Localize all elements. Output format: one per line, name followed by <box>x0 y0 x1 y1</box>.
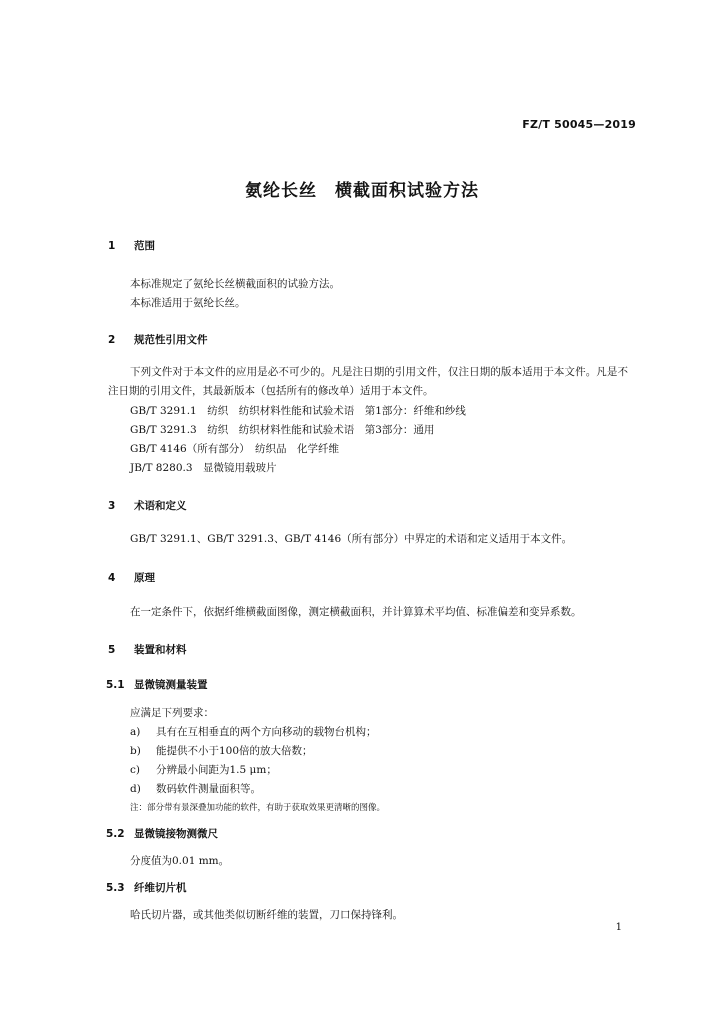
reference-item: GB/T 3291.3 纺织 纺织材料性能和试验术语 第3部分：通用 <box>130 424 435 436</box>
document-title: 氨纶长丝 横截面积试验方法 <box>245 181 479 201</box>
section-1-line-1: 本标准规定了氨纶长丝横截面积的试验方法。 <box>130 278 340 290</box>
section-3-heading <box>108 498 187 513</box>
section-4-heading <box>108 570 155 585</box>
subsection-number: 5.3 <box>106 882 125 894</box>
note-text: 注：部分带有景深叠加功能的软件，有助于获取效果更清晰的图像。 <box>130 803 386 813</box>
subsection-number: 5.1 <box>106 679 125 691</box>
list-text: 分辨最小间距为1.5 μm； <box>156 764 277 776</box>
section-number: 4 <box>108 572 116 584</box>
list-text: 具有在互相垂直的两个方向移动的载物台机构； <box>156 726 377 738</box>
list-text: 数码软件测量面积等。 <box>156 783 261 795</box>
section-number: 2 <box>108 334 116 346</box>
subsection-5-3-heading <box>106 880 187 895</box>
subsection-5-1-intro: 应满足下列要求： <box>130 707 214 719</box>
reference-item: JB/T 8280.3 显微镜用载玻片 <box>130 462 277 474</box>
subsection-title: 显微镜接物测微尺 <box>134 828 218 840</box>
section-number: 5 <box>108 644 116 656</box>
section-4-text: 在一定条件下，依据纤维横截面图像，测定横截面积，并计算算术平均值、标准偏差和变异系数。 <box>130 606 582 618</box>
list-label: d) <box>130 783 141 795</box>
reference-item: GB/T 3291.1 纺织 纺织材料性能和试验术语 第1部分：纤维和纱线 <box>130 405 466 417</box>
list-label: b) <box>130 745 141 757</box>
subsection-5-2-heading <box>106 826 218 841</box>
section-title: 原理 <box>134 572 155 584</box>
subsection-title: 显微镜测量装置 <box>134 679 208 691</box>
section-1-heading <box>108 238 155 253</box>
list-text: 能提供不小于100倍的放大倍数； <box>156 745 313 757</box>
subsection-title: 纤维切片机 <box>134 882 187 894</box>
list-label: a) <box>130 726 141 738</box>
section-title: 术语和定义 <box>134 500 187 512</box>
subsection-number: 5.2 <box>106 828 125 840</box>
subsection-5-2-text: 分度值为0.01 mm。 <box>130 855 230 867</box>
list-item <box>130 781 261 796</box>
reference-item: GB/T 4146（所有部分） 纺织品 化学纤维 <box>130 443 339 455</box>
list-item <box>130 762 277 777</box>
section-number: 3 <box>108 500 116 512</box>
section-1-line-2: 本标准适用于氨纶长丝。 <box>130 297 246 309</box>
list-item <box>130 743 313 758</box>
section-2-heading <box>108 332 208 347</box>
subsection-5-3-text: 哈氏切片器，或其他类似切断纤维的装置，刀口保持锋利。 <box>130 909 403 921</box>
section-title: 规范性引用文件 <box>134 334 208 346</box>
section-2-intro: 下列文件对于本文件的应用是必不可少的。凡是注日期的引用文件，仅注日期的版本适用于本文件。凡是不注日期的引用文件，其最新版本（包括所有的修改单）适用于本文件。 <box>108 366 628 397</box>
section-title: 装置和材料 <box>134 644 187 656</box>
page-number: 1 <box>615 922 622 933</box>
list-item <box>130 724 377 739</box>
section-number: 1 <box>108 240 116 252</box>
section-3-text: GB/T 3291.1、GB/T 3291.3、GB/T 4146（所有部分）中界定的术语和定义适用于本文件。 <box>130 533 573 545</box>
list-label: c) <box>130 764 140 776</box>
section-5-heading <box>108 642 187 657</box>
subsection-5-1-heading <box>106 677 208 692</box>
section-title: 范围 <box>134 240 155 252</box>
standard-code: FZ/T 50045—2019 <box>522 118 636 131</box>
